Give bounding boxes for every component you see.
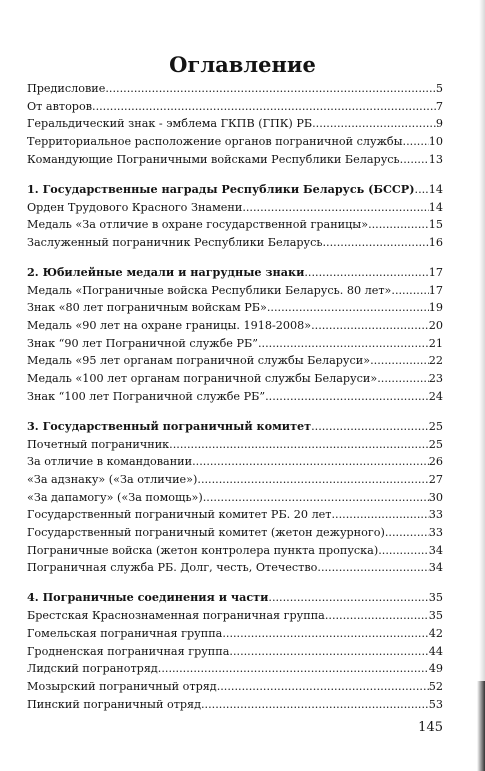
toc-entry-title: Медаль «95 лет органам пограничной службы Беларуси» [27, 354, 371, 368]
toc-dot-leader [311, 317, 429, 335]
toc-dot-leader [158, 660, 429, 678]
toc-entry-page: 24 [428, 389, 443, 403]
toc-dot-leader [217, 678, 429, 696]
toc-dot-leader [265, 388, 429, 406]
toc-entry-title: 3. Государственный пограничный комитет [27, 418, 312, 433]
toc-dot-leader [197, 471, 428, 489]
toc-dot-leader [105, 80, 436, 98]
page-title: Оглавление [169, 52, 316, 77]
toc-entry-title: Брестская Краснознаменная пограничная группа [27, 609, 325, 623]
toc-dot-leader [332, 506, 429, 524]
toc-entry-page: 5 [435, 82, 443, 95]
toc-entry-title: Гродненская пограничная группа [27, 644, 230, 658]
toc-entry-page: 44 [428, 644, 443, 658]
toc-entry-title: Пограничные войска (жетон контролера пункта пропуска) [27, 543, 379, 557]
toc-dot-leader [312, 115, 436, 133]
toc-section-heading [27, 181, 443, 199]
toc-entry-page: 25 [428, 437, 443, 451]
toc-entry-title: Пограничная служба РБ. Долг, честь, Отечество [27, 561, 318, 575]
toc-entry-page: 17 [428, 283, 443, 297]
toc-entry [27, 80, 443, 98]
toc-dot-leader [201, 696, 429, 714]
toc-dot-leader [258, 335, 429, 353]
toc-entry-page: 49 [428, 662, 443, 676]
toc-entry-page: 53 [428, 697, 443, 711]
toc-entry-page: 7 [435, 99, 443, 113]
toc-entry-page: 9 [435, 117, 443, 131]
toc-entry [27, 335, 443, 353]
toc-entry-page: 35 [428, 591, 443, 605]
toc-entry-page: 25 [428, 419, 443, 433]
toc-dot-leader [169, 436, 429, 454]
toc-dot-leader [203, 489, 429, 507]
toc-entry-title: 4. Пограничные соединения и части [27, 590, 269, 605]
toc-dot-leader [268, 589, 428, 607]
toc-entry-title: Орден Трудового Красного Знамени [27, 200, 243, 214]
toc-entry [27, 524, 443, 542]
toc-dot-leader [304, 264, 428, 282]
toc-entry-page: 10 [428, 135, 443, 149]
toc-entry-title: Медаль «100 лет органам пограничной службы Беларуси» [27, 372, 378, 386]
toc-entry-page: 42 [428, 626, 443, 640]
toc-entry-title: Медаль «Пограничные войска Республики Беларусь. 80 лет» [27, 283, 392, 297]
toc-entry [27, 388, 443, 406]
toc-entry-title: Геральдический знак - эмблема ГКПВ (ГПК) РБ [27, 117, 313, 131]
toc-entry-page: 23 [428, 372, 443, 386]
toc-entry-title: От авторов [27, 99, 93, 113]
toc-dot-leader [385, 524, 429, 542]
toc-entry-title: Знак “100 лет Пограничной службе РБ” [27, 389, 266, 403]
toc-entry-page: 21 [428, 336, 443, 350]
toc-entry-page: 52 [428, 679, 443, 693]
toc-entry [27, 678, 443, 696]
toc-entry-title: Государственный пограничный комитет (жетон дежурного) [27, 525, 385, 539]
toc-entry-title: Знак “90 лет Пограничной службе РБ” [27, 336, 258, 350]
toc-section-heading [27, 418, 443, 436]
toc-entry-title: «За адзнаку» («За отличие») [27, 472, 198, 486]
toc-entry [27, 98, 443, 116]
toc-entry [27, 436, 443, 454]
toc-dot-leader [400, 151, 429, 169]
toc-entry [27, 216, 443, 234]
toc-entry-title: За отличие в командовании [27, 455, 193, 469]
toc-entry-page: 15 [428, 218, 443, 232]
toc-entry [27, 471, 443, 489]
toc-dot-leader [311, 418, 429, 436]
toc-dot-leader [267, 299, 429, 317]
toc-dot-leader [377, 370, 429, 388]
toc-entry-page: 33 [428, 525, 443, 539]
toc-entry-page: 19 [428, 301, 443, 315]
toc-entry [27, 489, 443, 507]
toc-entry-title: Почетный пограничник [27, 437, 170, 451]
toc-section-heading [27, 589, 443, 607]
toc-dot-leader [403, 133, 429, 151]
toc-entry [27, 133, 443, 151]
table-of-contents [27, 80, 443, 713]
toc-entry-page: 14 [428, 182, 443, 196]
toc-dot-leader [368, 216, 429, 234]
toc-entry-title: Гомельская пограничная группа [27, 626, 223, 640]
toc-entry-page: 17 [428, 265, 443, 279]
page-edge-shadow [479, 0, 485, 771]
toc-entry [27, 453, 443, 471]
toc-dot-leader [92, 98, 436, 116]
toc-dot-leader [317, 559, 428, 577]
toc-entry-title: Медаль «90 лет на охране границы. 1918-2008» [27, 319, 312, 333]
toc-entry-title: Заслуженный пограничник Республики Беларусь [27, 235, 323, 249]
toc-dot-leader [415, 181, 429, 199]
toc-entry [27, 282, 443, 300]
toc-entry-title: Знак «80 лет пограничным войскам РБ» [27, 301, 267, 315]
toc-dot-leader [378, 542, 429, 560]
toc-entry [27, 370, 443, 388]
toc-entry-title: «За дапамогу» («За помощь») [27, 490, 203, 504]
toc-entry-page: 27 [428, 472, 443, 486]
toc-entry [27, 625, 443, 643]
toc-entry-title: Пинский пограничный отряд [27, 697, 201, 711]
toc-entry-page: 33 [428, 508, 443, 522]
toc-entry-page: 26 [428, 455, 443, 469]
toc-entry-page: 22 [428, 354, 443, 368]
toc-entry-title: Командующие Пограничными войсками Республики Беларусь [27, 152, 400, 166]
toc-entry-page: 30 [428, 490, 443, 504]
toc-entry [27, 234, 443, 252]
page-corner-shadow [477, 681, 485, 771]
toc-entry-title: Предисловие [27, 82, 106, 95]
toc-entry [27, 299, 443, 317]
toc-entry-title: Лидский погранотряд [27, 662, 158, 676]
toc-entry-page: 13 [428, 152, 443, 166]
toc-entry [27, 506, 443, 524]
toc-entry [27, 199, 443, 217]
toc-entry-title: Медаль «За отличие в охране государственной границы» [27, 218, 369, 232]
toc-entry-title: Мозырский пограничный отряд [27, 679, 217, 693]
toc-entry-title: 2. Юбилейные медали и нагрудные знаки [27, 264, 305, 279]
toc-entry [27, 643, 443, 661]
toc-entry [27, 696, 443, 714]
toc-dot-leader [370, 352, 429, 370]
toc-entry-page: 16 [428, 235, 443, 249]
toc-dot-leader [192, 453, 429, 471]
toc-entry [27, 542, 443, 560]
toc-dot-leader [325, 607, 429, 625]
toc-entry [27, 151, 443, 169]
toc-dot-leader [322, 234, 428, 252]
page-number: 145 [418, 720, 443, 735]
toc-entry [27, 559, 443, 577]
toc-dot-leader [391, 282, 428, 300]
toc-entry-page: 34 [428, 543, 443, 557]
toc-entry-title: Государственный пограничный комитет РБ. 20 лет [27, 508, 332, 522]
toc-entry-page: 34 [428, 561, 443, 575]
toc-dot-leader [242, 199, 428, 217]
toc-entry-page: 20 [428, 319, 443, 333]
toc-entry [27, 660, 443, 678]
toc-entry [27, 317, 443, 335]
toc-entry [27, 607, 443, 625]
toc-entry-title: 1. Государственные награды Республики Беларусь (БССР) [27, 181, 415, 196]
toc-entry [27, 352, 443, 370]
toc-dot-leader [222, 625, 428, 643]
toc-entry [27, 115, 443, 133]
toc-entry-title: Территориальное расположение органов пограничной службы [27, 135, 403, 149]
toc-entry-page: 14 [428, 200, 443, 214]
toc-entry-page: 35 [428, 609, 443, 623]
toc-dot-leader [229, 643, 428, 661]
toc-section-heading [27, 264, 443, 282]
